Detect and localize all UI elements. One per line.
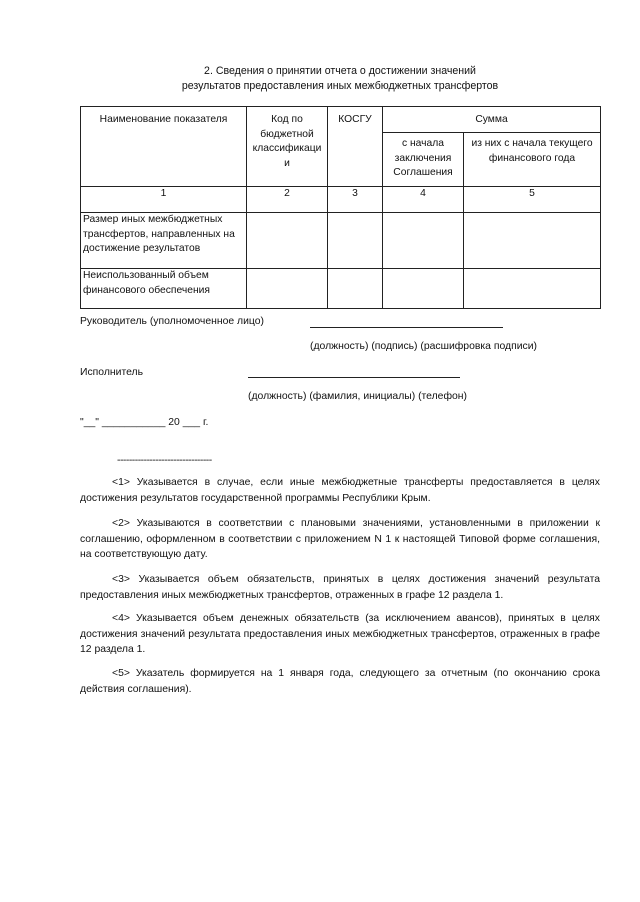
table-cell bbox=[383, 213, 464, 269]
column-number: 2 bbox=[247, 187, 328, 213]
column-number: 4 bbox=[383, 187, 464, 213]
executor-caption: (должность) (фамилия, инициалы) (телефон) bbox=[248, 391, 467, 402]
table-cell bbox=[464, 269, 601, 309]
report-table bbox=[80, 106, 601, 309]
table-cell bbox=[383, 269, 464, 309]
column-number: 5 bbox=[464, 187, 601, 213]
section-title bbox=[80, 64, 600, 93]
head-caption: (должность) (подпись) (расшифровка подписи) bbox=[310, 341, 537, 352]
table-cell bbox=[328, 269, 383, 309]
header-sum-current-year: из них с начала текущего финансового года bbox=[464, 133, 601, 187]
date-line: "__" ___________ 20 ___ г. bbox=[80, 417, 209, 428]
column-number: 3 bbox=[328, 187, 383, 213]
footnote-1: <1> Указывается в случае, если иные межбюджетные трансферты предоставляется в целях достижения результатов государственной программы Республики Крым. bbox=[80, 477, 600, 504]
footnote-3: <3> Указывается объем обязательств, принятых в целях достижения значений результата предоставления иных межбюджетных трансфертов, отраженных в графе 12 раздела 1. bbox=[80, 574, 600, 601]
executor-label: Исполнитель bbox=[80, 367, 143, 378]
column-numbers-row bbox=[81, 187, 601, 213]
executor-signature-line bbox=[248, 377, 460, 378]
table-cell bbox=[464, 213, 601, 269]
footnote-2: <2> Указываются в соответствии с плановыми значениями, установленными в приложении к соглашению, оформленном в соответствии с приложением N 1 к настоящей Типовой форме соглашения, на соответствующую дату. bbox=[80, 518, 600, 560]
table-row bbox=[81, 269, 601, 309]
footnote-5: <5> Указатель формируется на 1 января года, следующего за отчетным (по окончанию срока действия соглашения). bbox=[80, 668, 600, 695]
header-kosgu: КОСГУ bbox=[328, 107, 383, 187]
footnote-separator: -------------------------------- bbox=[117, 455, 212, 466]
table-cell bbox=[328, 213, 383, 269]
footnote-4: <4> Указывается объем денежных обязательств (за исключением авансов), принятых в целях достижения значений результата предоставления иных межбюджетных трансфертов, отраженных в графе 12 раздела 1. bbox=[80, 613, 600, 655]
header-budget-code: Код по бюджетной классификаци и bbox=[247, 107, 328, 187]
header-indicator-name: Наименование показателя bbox=[81, 107, 247, 187]
row-label: Неиспользованный объем финансового обеспечения bbox=[81, 269, 247, 309]
title-line-2: результатов предоставления иных межбюджетных трансфертов bbox=[181, 79, 499, 92]
table-cell bbox=[247, 213, 328, 269]
column-number: 1 bbox=[81, 187, 247, 213]
table-cell bbox=[247, 269, 328, 309]
table-row bbox=[81, 213, 601, 269]
header-sum: Сумма bbox=[383, 107, 601, 133]
head-label: Руководитель (уполномоченное лицо) bbox=[80, 316, 264, 327]
header-row-1 bbox=[81, 107, 601, 133]
row-label: Размер иных межбюджетных трансфертов, направленных на достижение результатов bbox=[81, 213, 247, 269]
header-sum-since-agreement: с начала заключения Соглашения bbox=[383, 133, 464, 187]
head-signature-line bbox=[310, 327, 503, 328]
title-line-1: 2. Сведения о принятии отчета о достижении значений bbox=[204, 65, 476, 77]
